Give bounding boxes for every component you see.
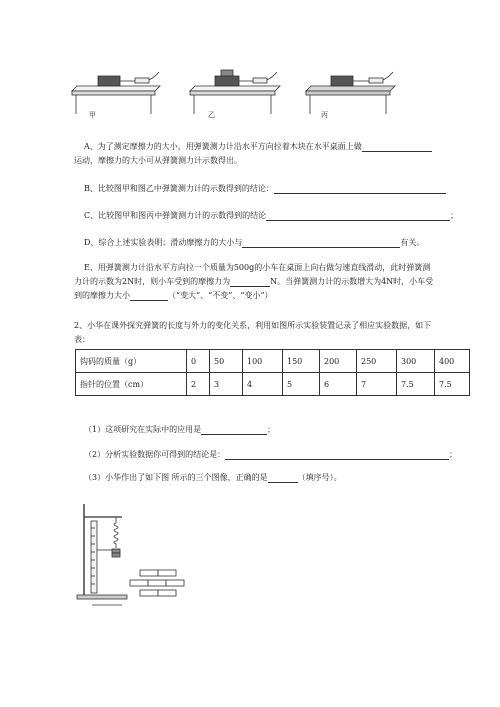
table-header-mass: 钩码的质量（g） [76, 350, 187, 373]
q2-sub3-line [84, 472, 342, 483]
q1-b-line [84, 183, 446, 194]
q1-b-blank[interactable] [274, 184, 446, 194]
q1-e-blank-change[interactable] [130, 291, 168, 301]
figure-label-jia: 甲 [89, 111, 96, 119]
q2-sub1-text: （1）这项研究在实际中的应用是 [84, 425, 202, 434]
table-row-mass [76, 350, 470, 373]
q1-c-text: C、比较图甲和图丙中弹簧测力计的示数得到的结论 [84, 211, 267, 220]
q2-sub1-line [84, 424, 275, 435]
q2-sub2-text: （2）分析实验数据你可得到的结论是： [84, 450, 226, 459]
q1-a-line2: 运动，摩擦力的大小可从弹簧测力计示数得出。 [74, 156, 242, 165]
friction-apparatus-drawing [65, 60, 435, 122]
q2-sub2-blank[interactable] [225, 450, 449, 460]
table-header-position: 指针的位置（cm） [76, 373, 187, 396]
table-cell: 6 [320, 373, 357, 396]
table-cell: 5 [283, 373, 320, 396]
figure-label-yi: 乙 [208, 111, 215, 119]
table-cell: 7.5 [435, 373, 470, 396]
q2-sub3-text: （3）小华作出了如下图 所示的三个图像，正确的是 [84, 473, 268, 482]
table-cell: 7.5 [397, 373, 435, 396]
q2-intro-line2: 表： [74, 335, 90, 344]
q1-e-line2 [74, 276, 433, 287]
q1-e-blank-friction[interactable] [230, 277, 270, 287]
q1-e-text-3b: （“变大”、“不变”、“变小”） [168, 291, 273, 300]
table-cell: 300 [397, 350, 435, 373]
q1-b-text: B、比较图甲和图乙中弹簧测力计的示数得到的结论： [84, 184, 274, 193]
q1-d-end: 有关。 [400, 238, 425, 247]
table-cell: 250 [357, 350, 397, 373]
spring-apparatus-figure [72, 498, 192, 608]
table-row-position [76, 373, 470, 396]
table-cell: 0 [187, 350, 210, 373]
table-cell: 50 [210, 350, 243, 373]
q1-e-text-2a: 力计的示数为2N时，则小车受到的摩擦力为 [74, 277, 231, 286]
q1-c-end: ； [450, 211, 459, 220]
q2-sub1-blank[interactable] [201, 425, 267, 435]
table-cell: 400 [435, 350, 470, 373]
q1-d-blank[interactable] [242, 238, 400, 248]
q2-sub2-end: ； [449, 450, 458, 459]
q1-e-line3 [74, 290, 273, 301]
q1-a-text: A、为了测定摩擦力的大小，用弹簧测力计沿水平方向拉着木块在水平桌面上做 [84, 142, 362, 151]
table-cell: 100 [243, 350, 283, 373]
q1-e-line1: E、用弹簧测力计沿水平方向拉一个质量为500g的小车在桌面上向右做匀速直线滑动，此时弹簧测 [84, 263, 431, 272]
q1-a-blank[interactable] [362, 142, 432, 152]
q1-e-text-2b: N。当弹簧测力计的示数增大为4N时，小车受 [270, 277, 434, 286]
table-cell: 4 [243, 373, 283, 396]
q1-a-line1 [84, 141, 432, 152]
q2-sub2-line [84, 449, 457, 460]
figure-label-bing: 丙 [321, 111, 328, 119]
q2-sub3-blank[interactable] [268, 473, 298, 483]
table-cell: 2 [187, 373, 210, 396]
q1-e-text-3a: 到的摩擦力大小 [74, 291, 130, 300]
q1-c-line [84, 210, 458, 221]
q1-d-text: D、综合上述实验表明：滑动摩擦力的大小与 [84, 238, 243, 247]
q2-intro-line1: 2、小华在课外探究弹簧的长度与外力的变化关系，利用如图所示实验装置记录了相应实验数据，如下 [74, 321, 432, 330]
table-cell: 7 [357, 373, 397, 396]
friction-figures [65, 60, 435, 122]
q1-d-line [84, 237, 424, 248]
q2-sub3-end: （填序号）。 [297, 473, 342, 482]
table-cell: 3 [210, 373, 243, 396]
spring-data-table [75, 349, 470, 396]
table-cell: 150 [283, 350, 320, 373]
table-cell: 200 [320, 350, 357, 373]
q2-sub1-end: ； [267, 425, 276, 434]
q1-c-blank[interactable] [266, 211, 450, 221]
spring-stand-drawing [72, 498, 192, 608]
